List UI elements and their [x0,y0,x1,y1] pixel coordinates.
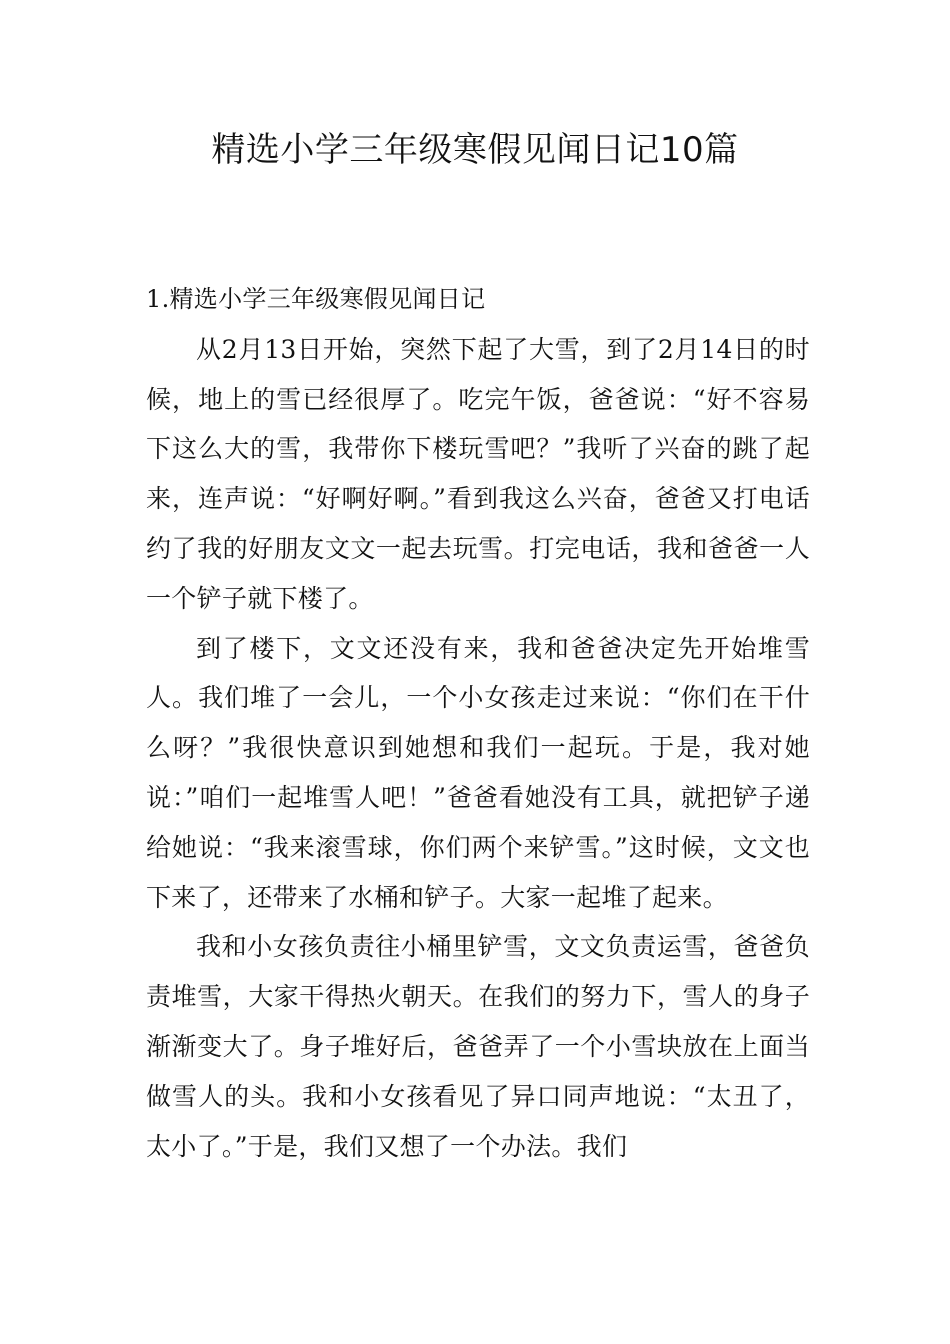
paragraph-2: 到了楼下，文文还没有来，我和爸爸决定先开始堆雪人。我们堆了一会儿，一个小女孩走过来说：“你们在干什么呀？”我很快意识到她想和我们一起玩。于是，我对她说：”咱们一起堆雪人吧！”爸爸看她没有工具，就把铲子递给她说：“我来滚雪球，你们两个来铲雪。”这时候，文文也下来了，还带来了水桶和铲子。大家一起堆了起来。 [146,633,810,912]
paragraph-1: 从2月13日开始，突然下起了大雪，到了2月14日的时候，地上的雪已经很厚了。吃完午饭，爸爸说：“好不容易下这么大的雪，我带你下楼玩雪吧？”我听了兴奋的跳了起来，连声说：“好啊好啊。”看到我这么兴奋，爸爸又打电话约了我的好朋友文文一起去玩雪。打完电话，我和爸爸一人一个铲子就下楼了。 [146,334,810,613]
section-heading: 1.精选小学三年级寒假见闻日记 [146,285,486,313]
paragraph-3: 我和小女孩负责往小桶里铲雪，文文负责运雪，爸爸负责堆雪，大家干得热火朝天。在我们的努力下，雪人的身子渐渐变大了。身子堆好后，爸爸弄了一个小雪块放在上面当做雪人的头。我和小女孩看见了异口同声地说：“太丑了，太小了。”于是，我们又想了一个办法。我们 [146,932,810,1161]
document-body [146,275,810,1171]
document-title: 精选小学三年级寒假见闻日记10篇 [211,130,739,170]
